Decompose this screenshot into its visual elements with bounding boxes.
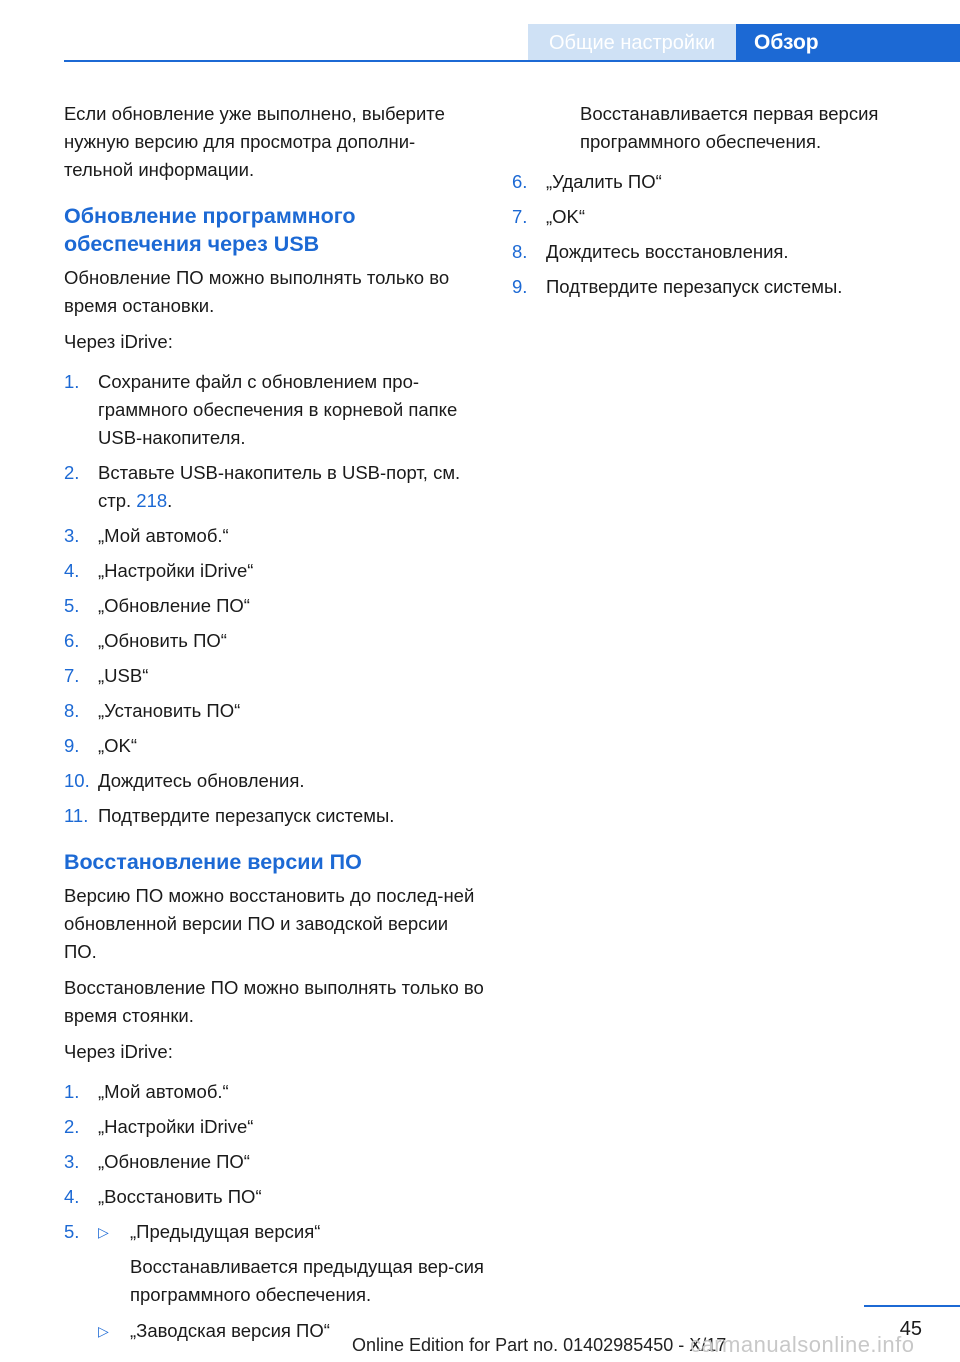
step-number: 4. [64, 1186, 80, 1207]
step-number: 6. [64, 630, 80, 651]
list-item [64, 1183, 484, 1211]
step-number: 8. [512, 241, 528, 262]
list-item [64, 662, 484, 690]
list-item [64, 732, 484, 760]
step-number: 10. [64, 770, 90, 791]
tab-section[interactable]: Обзор [736, 24, 960, 62]
step-number: 7. [512, 206, 528, 227]
sub-option-desc: Восстанавливается предыдущая вер-сия программного обеспечения. [130, 1256, 484, 1305]
sub-option-previous [98, 1218, 484, 1246]
list-item [64, 1078, 484, 1106]
usb-steps-list [64, 368, 484, 830]
footer-rule [864, 1305, 960, 1307]
list-item [64, 802, 484, 830]
sub-option-label: „Заводская версия ПО“ [130, 1320, 330, 1341]
step-text: „USB“ [98, 665, 149, 686]
step-text: „Мой автомоб.“ [98, 1081, 229, 1102]
step-text: Дождитесь обновления. [98, 770, 305, 791]
step-text: Подтвердите перезапуск системы. [546, 276, 843, 297]
step-text: „Восстановить ПО“ [98, 1186, 262, 1207]
list-item [512, 273, 912, 301]
list-item [64, 1218, 484, 1345]
step-text: Сохраните файл с обновлением про-граммного обеспечения в корневой папке USB-накопителя. [98, 371, 458, 448]
step-text: Подтвердите перезапуск системы. [98, 805, 395, 826]
step-text: „Мой автомоб.“ [98, 525, 229, 546]
step-text: „Установить ПО“ [98, 700, 241, 721]
restore-heading: Восстановление версии ПО [64, 850, 362, 874]
list-item [64, 697, 484, 725]
list-item [512, 203, 912, 231]
step-number: 6. [512, 171, 528, 192]
restore-steps-list [64, 1078, 484, 1345]
page-number: 45 [899, 1318, 922, 1340]
step-text: „Настройки iDrive“ [98, 1116, 254, 1137]
step-number: 9. [512, 276, 528, 297]
list-item [64, 627, 484, 655]
list-item [64, 1113, 484, 1141]
step-text: Вставьте USB-накопитель в USB-порт, см. стр. [98, 462, 461, 511]
list-item [64, 592, 484, 620]
step-number: 2. [64, 1116, 80, 1137]
usb-update-note: Обновление ПО можно выполнять только во время остановки. [64, 267, 450, 316]
right-column [512, 100, 912, 308]
step-number: 1. [64, 1081, 80, 1102]
step-number: 3. [64, 525, 80, 546]
list-item [512, 238, 912, 266]
edition-text: Online Edition for Part no. 01402985450 - X/17 [352, 1335, 727, 1355]
list-item [64, 1148, 484, 1176]
step-number: 7. [64, 665, 80, 686]
step-number: 1. [64, 371, 80, 392]
list-item [64, 557, 484, 585]
step-text-end: . [167, 490, 173, 511]
step-number: 11. [64, 805, 89, 826]
step-text: Дождитесь восстановления. [546, 241, 789, 262]
tab-chapter[interactable]: Общие настройки [528, 24, 736, 62]
restore-via-idrive: Через iDrive: [64, 1041, 173, 1062]
step-number: 3. [64, 1151, 80, 1172]
list-item [512, 168, 912, 196]
restore-p1: Версию ПО можно восстановить до послед-ней обновленной версии ПО и заводской версии ПО. [64, 885, 475, 962]
step-text: „Удалить ПО“ [546, 171, 662, 192]
step-text: „Обновление ПО“ [98, 1151, 250, 1172]
intro-paragraph: Если обновление уже выполнено, выберите нужную версию для просмотра дополни-тельной информации. [64, 103, 445, 180]
step-text: „OK“ [546, 206, 586, 227]
usb-via-idrive: Через iDrive: [64, 331, 173, 352]
continued-desc: Восстанавливается первая версия программного обеспечения. [580, 103, 879, 152]
step-text: „Обновление ПО“ [98, 595, 250, 616]
step-text: „OK“ [98, 735, 138, 756]
sub-option-label: „Предыдущая версия“ [130, 1221, 321, 1242]
restore-steps-continued [512, 168, 912, 301]
left-column [64, 100, 484, 1352]
triangle-right-icon: ▷ [98, 1323, 109, 1339]
watermark: carmanualsonline.info [690, 1332, 915, 1357]
step-text: „Настройки iDrive“ [98, 560, 254, 581]
usb-update-heading: Обновление программного обеспечения через USB [64, 204, 356, 256]
list-item [64, 522, 484, 550]
step-text: „Обновить ПО“ [98, 630, 227, 651]
step-number: 5. [64, 1221, 80, 1242]
step-number: 4. [64, 560, 80, 581]
header-rule [64, 60, 960, 62]
sub-options [98, 1218, 484, 1345]
page-link[interactable]: 218 [136, 490, 168, 511]
list-item [64, 368, 484, 452]
list-item [64, 767, 484, 795]
triangle-right-icon: ▷ [98, 1224, 109, 1240]
step-number: 8. [64, 700, 80, 721]
list-item [64, 459, 484, 515]
step-number: 5. [64, 595, 80, 616]
restore-p2: Восстановление ПО можно выполнять только во время стоянки. [64, 977, 484, 1026]
step-number: 9. [64, 735, 80, 756]
step-number: 2. [64, 462, 80, 483]
